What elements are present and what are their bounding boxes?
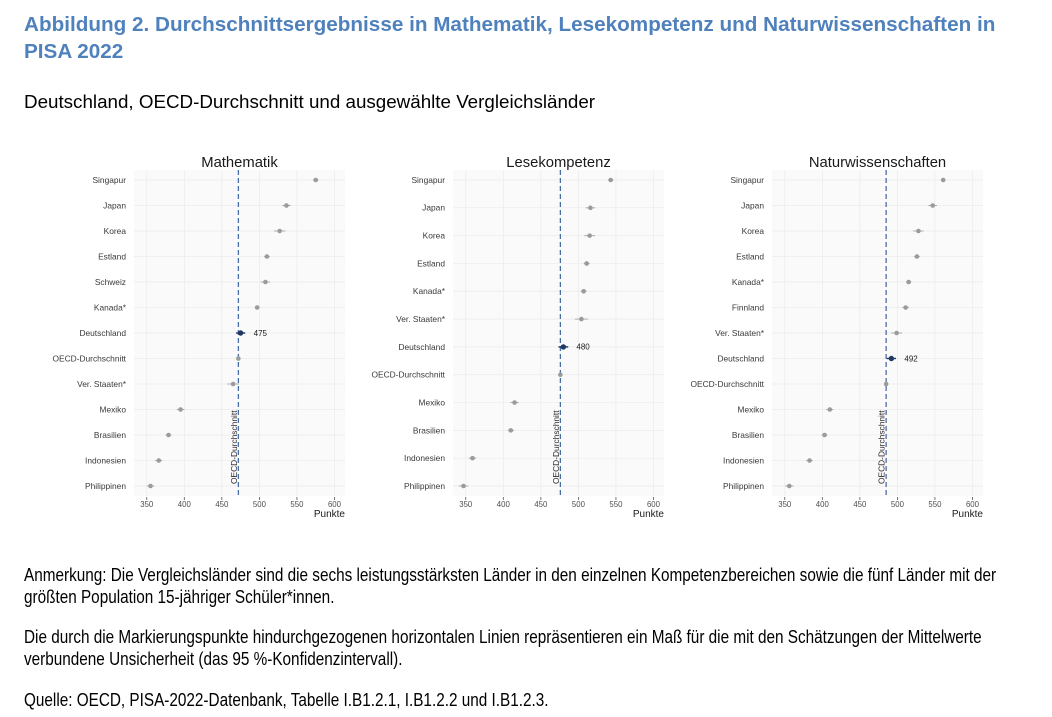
naturwissenschaften-point-mexiko [828,407,833,412]
lesekompetenz-reference-label: OECD-Durchschnitt [550,410,561,484]
mathematik-point-kanada [255,305,260,310]
naturwissenschaften-category-label-brasilien: Brasilien [731,429,764,440]
naturwissenschaften-point-brasilien [822,433,827,438]
note-quelle-line: Quelle: OECD, PISA-2022-Datenbank, Tabelle I.B1.2.1, I.B1.2.2 und I.B1.2.3. [24,690,549,710]
lesekompetenz-point-indonesien [470,456,475,461]
mathematik-tick-label-350: 350 [140,500,154,509]
lesekompetenz-point-estland [584,261,589,266]
naturwissenschaften-tick-label-450: 450 [853,500,867,509]
note-anmerkung [24,564,1034,608]
mathematik-title: Mathematik [201,155,278,171]
mathematik-point-philippinen [148,484,153,489]
naturwissenschaften-point-indonesien [807,458,812,463]
lesekompetenz-category-label-deutschland: Deutschland [398,341,445,352]
mathematik-point-brasilien [166,433,171,438]
naturwissenschaften-category-label-mexiko: Mexiko [737,404,764,415]
lesekompetenz-point-oecd-durchschnitt [558,372,563,377]
naturwissenschaften-value-label-deutschland: 492 [904,354,918,364]
naturwissenschaften-tick-label-400: 400 [815,500,829,509]
lesekompetenz-tick-label-350: 350 [459,500,473,509]
note-konfidenz-line-1: Die durch die Markierungspunkte hindurchgezogenen horizontalen Linien repräsentieren ein Maß für die mit den Schätzungen der Mittelwerte [24,627,982,647]
naturwissenschaften-tick-label-550: 550 [928,500,942,509]
naturwissenschaften-category-label-finnland: Finnland [731,302,764,313]
mathematik-point-schweiz [263,280,268,285]
naturwissenschaften-tick-label-600: 600 [965,500,979,509]
naturwissenschaften-panel [690,155,983,520]
lesekompetenz-category-label-oecd-durchschnitt: OECD-Durchschnitt [371,369,445,380]
lesekompetenz-point-japan [588,206,593,211]
naturwissenschaften-category-label-estland: Estland [736,251,764,262]
lesekompetenz-point-ver-staaten [579,317,584,322]
mathematik-category-label-schweiz: Schweiz [94,276,126,287]
mathematik-tick-label-550: 550 [290,500,304,509]
naturwissenschaften-category-label-kanada: Kanada* [731,276,764,287]
lesekompetenz-category-label-brasilien: Brasilien [412,425,445,436]
figure-title-line-1: Abbildung 2. Durchschnittsergebnisse in Mathematik, Lesekompetenz und Naturwissenschaften in [24,13,996,36]
pisa-2022-chart [0,145,1052,525]
mathematik-category-label-philippinen: Philippinen [85,480,126,491]
mathematik-point-estland [265,254,270,259]
lesekompetenz-point-kanada [581,289,586,294]
naturwissenschaften-point-deutschland [889,356,894,361]
mathematik-tick-label-450: 450 [215,500,229,509]
mathematik-category-label-mexiko: Mexiko [99,404,126,415]
mathematik-category-label-ver-staaten: Ver. Staaten* [77,378,126,389]
lesekompetenz-point-philippinen [461,484,466,489]
naturwissenschaften-point-kanada [906,280,911,285]
naturwissenschaften-category-label-philippinen: Philippinen [723,480,764,491]
mathematik-category-label-estland: Estland [98,251,126,262]
naturwissenschaften-title: Naturwissenschaften [808,155,947,171]
mathematik-point-deutschland [238,330,243,335]
lesekompetenz-point-mexiko [512,400,517,405]
mathematik-category-label-singapur: Singapur [92,174,126,185]
mathematik-category-label-japan: Japan [103,200,126,211]
note-quelle [24,689,1034,711]
mathematik-point-ver-staaten [231,382,236,387]
naturwissenschaften-point-singapur [941,178,946,183]
mathematik-point-singapur [313,178,318,183]
lesekompetenz-tick-label-450: 450 [534,500,548,509]
lesekompetenz-panel [371,155,664,520]
lesekompetenz-point-singapur [608,178,613,183]
mathematik-value-label-deutschland: 475 [253,328,267,338]
lesekompetenz-tick-label-550: 550 [609,500,623,509]
naturwissenschaften-category-label-deutschland: Deutschland [717,353,764,364]
mathematik-category-label-deutschland: Deutschland [79,327,126,338]
naturwissenschaften-category-label-singapur: Singapur [730,174,764,185]
note-konfidenz-line-2: verbundene Unsicherheit (das 95 %-Konfidenzintervall). [24,649,403,669]
mathematik-point-oecd-durchschnitt [236,356,241,361]
lesekompetenz-tick-label-400: 400 [496,500,510,509]
lesekompetenz-title: Lesekompetenz [506,155,611,171]
lesekompetenz-point-brasilien [509,428,514,433]
mathematik-point-mexiko [178,407,183,412]
mathematik-category-label-brasilien: Brasilien [93,429,126,440]
lesekompetenz-x-axis-label: Punkte [632,509,664,520]
note-anmerkung-line-2: größten Population 15-jähriger Schüler*innen. [24,587,335,607]
note-konfidenzintervall [24,626,1034,670]
naturwissenschaften-point-ver-staaten [894,331,899,336]
lesekompetenz-tick-label-600: 600 [646,500,660,509]
mathematik-reference-label: OECD-Durchschnitt [228,410,239,484]
figure-title-line-2: PISA 2022 [24,40,124,63]
mathematik-tick-label-600: 600 [327,500,341,509]
mathematik-point-korea [277,229,282,234]
mathematik-category-label-oecd-durchschnitt: OECD-Durchschnitt [52,353,126,364]
lesekompetenz-category-label-estland: Estland [417,258,445,269]
note-anmerkung-line-1: Anmerkung: Die Vergleichsländer sind die sechs leistungsstärksten Länder in den einzelnen Kompetenzbereichen sowie die fünf Länder mit der [24,565,997,585]
naturwissenschaften-point-philippinen [787,484,792,489]
lesekompetenz-category-label-japan: Japan [422,202,445,213]
lesekompetenz-category-label-kanada: Kanada* [412,286,445,297]
mathematik-tick-label-400: 400 [177,500,191,509]
naturwissenschaften-point-japan [930,203,935,208]
naturwissenschaften-x-axis-label: Punkte [951,509,983,520]
naturwissenschaften-category-label-korea: Korea [741,225,764,236]
naturwissenschaften-category-label-indonesien: Indonesien [723,455,764,466]
naturwissenschaften-point-estland [915,254,920,259]
mathematik-point-indonesien [156,458,161,463]
mathematik-category-label-kanada: Kanada* [93,302,126,313]
naturwissenschaften-tick-label-500: 500 [890,500,904,509]
naturwissenschaften-point-finnland [903,305,908,310]
lesekompetenz-tick-label-500: 500 [571,500,585,509]
figure-title [24,11,995,65]
naturwissenschaften-point-oecd-durchschnitt [884,382,889,387]
lesekompetenz-point-korea [587,233,592,238]
lesekompetenz-category-label-korea: Korea [422,230,445,241]
naturwissenschaften-category-label-japan: Japan [741,200,764,211]
naturwissenschaften-point-korea [916,229,921,234]
mathematik-category-label-korea: Korea [103,225,126,236]
naturwissenschaften-category-label-oecd-durchschnitt: OECD-Durchschnitt [690,378,764,389]
mathematik-point-japan [284,203,289,208]
figure-subtitle: Deutschland, OECD-Durchschnitt und ausgewählte Vergleichsländer [24,91,596,112]
lesekompetenz-point-deutschland [561,344,566,349]
lesekompetenz-category-label-singapur: Singapur [411,174,445,185]
lesekompetenz-category-label-indonesien: Indonesien [404,453,445,464]
lesekompetenz-category-label-mexiko: Mexiko [418,397,445,408]
lesekompetenz-value-label-deutschland: 480 [576,342,590,352]
mathematik-x-axis-label: Punkte [313,509,345,520]
naturwissenschaften-reference-label: OECD-Durchschnitt [876,410,887,484]
mathematik-category-label-indonesien: Indonesien [85,455,126,466]
lesekompetenz-category-label-ver-staaten: Ver. Staaten* [396,313,445,324]
naturwissenschaften-tick-label-350: 350 [778,500,792,509]
mathematik-panel [52,155,345,520]
naturwissenschaften-category-label-ver-staaten: Ver. Staaten* [715,327,764,338]
mathematik-tick-label-500: 500 [252,500,266,509]
lesekompetenz-category-label-philippinen: Philippinen [404,480,445,491]
